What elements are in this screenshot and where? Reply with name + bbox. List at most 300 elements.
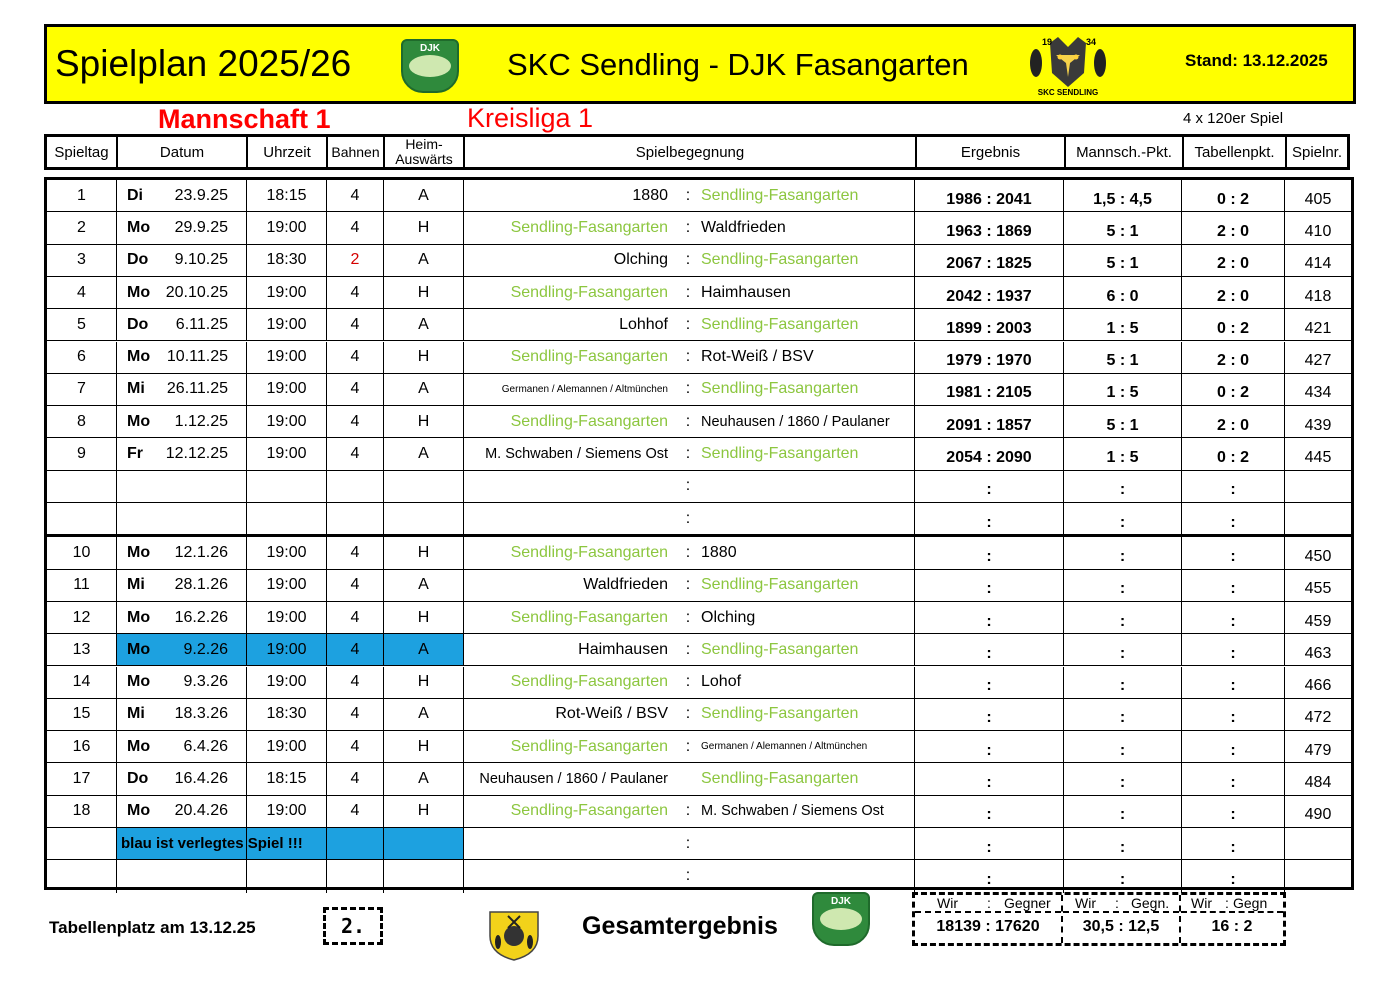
away-team: 1880 <box>701 543 737 561</box>
date: 1.12.25 <box>174 412 228 430</box>
cell-mannsch-pkt-value: : <box>1119 677 1126 695</box>
cell-heim-auswaerts <box>384 503 464 534</box>
date: 16.2.26 <box>174 608 228 626</box>
cell-tabellenpkt-value: : <box>1230 709 1236 727</box>
team-label: Mannschaft 1 <box>158 104 331 134</box>
cell-bahnen <box>327 309 384 340</box>
cell-spieltag-value: 9 <box>77 445 86 463</box>
cell-tabellenpkt-value: 0 : 2 <box>1216 190 1249 208</box>
match-separator: : <box>685 218 691 236</box>
date: 28.1.26 <box>174 576 228 594</box>
cell-bahnen <box>327 438 384 469</box>
match-separator: : <box>685 737 691 755</box>
cell-spieltag <box>47 699 117 730</box>
away-team: Olching <box>701 608 756 626</box>
cell-mannsch-pkt-value: : <box>1119 806 1126 824</box>
table-row <box>47 602 1351 634</box>
cell-heim-auswaerts <box>384 602 464 633</box>
cell-tabellenpkt <box>1182 438 1285 469</box>
cell-uhrzeit-value: 19:00 <box>266 283 307 301</box>
cell-spielnr-value: 455 <box>1304 580 1332 598</box>
totals-label-sep: : <box>1115 895 1119 911</box>
cell-tabellenpkt-value: : <box>1230 741 1236 759</box>
cell-mannsch-pkt <box>1064 471 1182 502</box>
cell-spielnr <box>1285 731 1351 762</box>
match-separator: : <box>685 348 691 366</box>
cell-heim-auswaerts-value: A <box>418 640 429 658</box>
col-datum: Datum <box>118 137 248 167</box>
col-spieltag: Spieltag <box>47 137 118 167</box>
cell-spieltag-value: 3 <box>77 251 86 269</box>
score-placeholder: : <box>1230 481 1236 499</box>
cell-bahnen-value: 4 <box>350 348 360 366</box>
cell-heim-auswaerts <box>384 245 464 276</box>
cell-mannsch-pkt <box>1064 277 1182 308</box>
league-label: Kreisliga 1 <box>467 103 594 133</box>
cell-spieltag-value: 17 <box>72 770 91 788</box>
cell-mannsch-pkt-value: : <box>1119 709 1126 727</box>
cell-spielbegegnung <box>464 828 915 859</box>
cell-spielbegegnung <box>464 277 915 308</box>
cell-bahnen <box>327 763 384 794</box>
cell-ergebnis <box>915 245 1064 276</box>
match-separator: : <box>685 608 691 626</box>
cell-uhrzeit-value: 19:00 <box>266 737 307 755</box>
weekday: Di <box>127 186 143 204</box>
cell-ergebnis <box>915 537 1064 568</box>
cell-ergebnis <box>915 602 1064 633</box>
cell-bahnen <box>327 180 384 211</box>
cell-ergebnis-value: 1979 : 1970 <box>946 352 1032 370</box>
cell-ergebnis-value: : <box>986 580 992 598</box>
cell-mannsch-pkt-value: : <box>1119 547 1126 565</box>
weekday: Do <box>127 770 149 788</box>
cell-bahnen <box>327 537 384 568</box>
col-mannsch-pkt: Mannsch.-Pkt. <box>1066 137 1184 167</box>
cell-tabellenpkt <box>1182 860 1285 892</box>
cell-bahnen <box>327 828 384 859</box>
cell-heim-auswaerts-value: H <box>417 412 430 430</box>
cell-spieltag-value: 12 <box>72 608 91 626</box>
cell-uhrzeit <box>247 667 327 698</box>
away-team: Sendling-Fasangarten <box>701 251 859 269</box>
cell-mannsch-pkt <box>1064 570 1182 601</box>
away-team: Sendling-Fasangarten <box>701 445 859 463</box>
cell-heim-auswaerts <box>384 537 464 568</box>
cell-spielnr-value: 414 <box>1304 255 1332 273</box>
cell-spielbegegnung <box>464 245 915 276</box>
cell-spielbegegnung <box>464 634 915 665</box>
cell-spielnr <box>1285 277 1351 308</box>
totals-ergebnis <box>915 895 1063 943</box>
home-team: Neuhausen / 1860 / Paulaner <box>479 771 668 788</box>
col-bahnen: Bahnen <box>328 137 385 167</box>
match-separator: : <box>685 867 691 885</box>
cell-spielbegegnung <box>464 602 915 633</box>
cell-spielnr-value: 421 <box>1304 319 1332 337</box>
score-placeholder: : <box>1230 871 1236 889</box>
cell-spieltag-value: 18 <box>72 802 91 820</box>
cell-spielnr <box>1285 537 1351 568</box>
totals-label-sep: : <box>1225 895 1229 911</box>
cell-spielbegegnung <box>464 667 915 698</box>
cell-uhrzeit <box>247 796 327 827</box>
cell-uhrzeit <box>247 860 327 892</box>
cell-spieltag <box>47 763 117 794</box>
home-team: Rot-Weiß / BSV <box>555 705 668 723</box>
cell-heim-auswaerts <box>384 471 464 502</box>
cell-mannsch-pkt <box>1064 763 1182 794</box>
cell-tabellenpkt <box>1182 731 1285 762</box>
cell-heim-auswaerts-value: A <box>418 251 429 269</box>
score-placeholder: : <box>1119 838 1126 856</box>
cell-uhrzeit <box>247 406 327 437</box>
title-bar <box>44 24 1356 104</box>
home-team: M. Schwaben / Siemens Ost <box>485 446 668 463</box>
cell-tabellenpkt <box>1182 277 1285 308</box>
cell-ergebnis <box>915 309 1064 340</box>
cell-spieltag <box>47 537 117 568</box>
cell-ergebnis <box>915 471 1064 502</box>
table-row <box>47 438 1351 470</box>
cell-spieltag-value: 11 <box>73 576 90 594</box>
away-team: Waldfrieden <box>701 218 786 236</box>
match-separator: : <box>685 477 691 495</box>
cell-datum <box>117 277 247 308</box>
cell-spielnr <box>1285 471 1351 502</box>
cell-spieltag-value: 1 <box>77 186 86 204</box>
match-separator: : <box>685 412 691 430</box>
cell-mannsch-pkt <box>1064 342 1182 373</box>
table-row <box>47 570 1351 602</box>
cell-bahnen-value: 4 <box>350 770 360 788</box>
cell-tabellenpkt-value: : <box>1230 547 1236 565</box>
cell-heim-auswaerts <box>384 438 464 469</box>
cell-heim-auswaerts <box>384 667 464 698</box>
cell-uhrzeit <box>247 763 327 794</box>
cell-spielbegegnung <box>464 503 915 534</box>
cell-uhrzeit <box>247 212 327 243</box>
totals-box <box>912 892 1286 946</box>
cell-tabellenpkt <box>1182 570 1285 601</box>
cell-ergebnis-value: : <box>986 774 992 792</box>
weekday: Mo <box>127 802 151 820</box>
cell-datum <box>117 602 247 633</box>
cell-uhrzeit-value: 19:00 <box>266 543 307 561</box>
date: 20.4.26 <box>174 802 228 820</box>
cell-spielbegegnung <box>464 537 915 568</box>
totals-tabellenpkt-value: 16 : 2 <box>1211 918 1253 935</box>
cell-spieltag <box>47 731 117 762</box>
cell-mannsch-pkt <box>1064 731 1182 762</box>
cell-datum <box>117 406 247 437</box>
cell-datum <box>117 699 247 730</box>
table-row <box>47 796 1351 828</box>
table-row <box>47 309 1351 341</box>
weekday: Mo <box>127 640 151 658</box>
cell-spieltag-value: 4 <box>77 283 86 301</box>
date: 12.12.25 <box>165 445 228 463</box>
cell-spielnr-value: 410 <box>1304 222 1332 240</box>
cell-uhrzeit-value: 19:00 <box>266 445 307 463</box>
cell-spielnr <box>1285 634 1351 665</box>
away-team: Sendling-Fasangarten <box>701 705 859 723</box>
cell-uhrzeit-value: 19:00 <box>266 380 307 398</box>
totals-label-wir: Wir <box>937 895 958 911</box>
cell-heim-auswaerts <box>384 406 464 437</box>
home-team: Waldfrieden <box>583 576 668 594</box>
home-team: Sendling-Fasangarten <box>510 283 668 301</box>
cell-spielnr <box>1285 374 1351 405</box>
cell-ergebnis-value: 1963 : 1869 <box>946 222 1032 240</box>
cell-mannsch-pkt <box>1064 503 1182 534</box>
home-team: Sendling-Fasangarten <box>510 673 668 691</box>
cell-spielbegegnung <box>464 212 915 243</box>
date: 12.1.26 <box>174 543 228 561</box>
cell-datum <box>117 471 247 502</box>
cell-heim-auswaerts-value: H <box>417 737 430 755</box>
cell-heim-auswaerts <box>384 180 464 211</box>
cell-mannsch-pkt <box>1064 602 1182 633</box>
cell-datum <box>117 667 247 698</box>
cell-heim-auswaerts-value: H <box>417 283 430 301</box>
cell-uhrzeit <box>247 503 327 534</box>
cell-ergebnis-value: : <box>986 612 992 630</box>
cell-spieltag <box>47 277 117 308</box>
away-team: Neuhausen / 1860 / Paulaner <box>701 413 890 430</box>
stand-date: Stand: 13.12.2025 <box>1185 51 1328 70</box>
cell-tabellenpkt <box>1182 309 1285 340</box>
cell-bahnen-value: 4 <box>350 315 360 333</box>
cell-heim-auswaerts-value: H <box>417 673 430 691</box>
cell-heim-auswaerts-value: H <box>417 218 430 236</box>
weekday: Mi <box>127 380 145 398</box>
weekday: Mo <box>127 348 151 366</box>
cell-mannsch-pkt-value: 6 : 0 <box>1106 287 1139 305</box>
cell-bahnen-value: 4 <box>350 445 360 463</box>
weekday: Mo <box>127 218 151 236</box>
cell-spieltag <box>47 860 117 892</box>
date: 9.3.26 <box>183 673 228 691</box>
totals-ergebnis-value: 18139 : 17620 <box>936 918 1040 935</box>
cell-spieltag-value: 16 <box>72 737 91 755</box>
cell-ergebnis <box>915 406 1064 437</box>
cell-spielbegegnung <box>464 406 915 437</box>
score-placeholder: : <box>1119 513 1126 531</box>
cell-spielbegegnung <box>464 860 915 892</box>
cell-bahnen <box>327 471 384 502</box>
cell-spielnr <box>1285 342 1351 373</box>
cell-mannsch-pkt-value: 5 : 1 <box>1106 352 1139 370</box>
table-row <box>47 277 1351 309</box>
cell-mannsch-pkt <box>1064 667 1182 698</box>
cell-datum <box>117 860 247 892</box>
table-row <box>47 763 1351 795</box>
cell-heim-auswaerts-value: A <box>418 445 429 463</box>
totals-tabellenpkt <box>1181 895 1283 943</box>
cell-tabellenpkt <box>1182 212 1285 243</box>
cell-spieltag-value: 2 <box>77 218 86 236</box>
cell-bahnen <box>327 212 384 243</box>
home-team: Sendling-Fasangarten <box>510 802 668 820</box>
cell-uhrzeit <box>247 342 327 373</box>
cell-tabellenpkt <box>1182 602 1285 633</box>
cell-tabellenpkt-value: : <box>1230 612 1236 630</box>
cell-spieltag <box>47 602 117 633</box>
cell-bahnen-value: 4 <box>350 380 360 398</box>
cell-bahnen-value: 2 <box>350 251 360 269</box>
cell-heim-auswaerts <box>384 634 464 665</box>
cell-bahnen <box>327 374 384 405</box>
score-placeholder: : <box>986 871 992 889</box>
away-team: Lohof <box>701 673 742 691</box>
cell-heim-auswaerts-value: H <box>417 608 430 626</box>
cell-mannsch-pkt <box>1064 860 1182 892</box>
cell-ergebnis <box>915 667 1064 698</box>
table-row <box>47 374 1351 406</box>
cell-uhrzeit <box>247 602 327 633</box>
cell-datum <box>117 828 303 859</box>
cell-spielnr <box>1285 503 1351 534</box>
cell-mannsch-pkt-value: 1 : 5 <box>1106 449 1139 467</box>
cell-tabellenpkt <box>1182 374 1285 405</box>
cell-spieltag-value: 15 <box>72 705 91 723</box>
table-row <box>47 471 1351 503</box>
legend-text: blau ist verlegtes Spiel !!! <box>121 835 303 853</box>
cell-spielnr-value: 439 <box>1304 416 1332 434</box>
cell-bahnen-value: 4 <box>350 737 360 755</box>
cell-mannsch-pkt <box>1064 180 1182 211</box>
cell-bahnen-value: 4 <box>350 283 360 301</box>
cell-uhrzeit <box>247 699 327 730</box>
cell-tabellenpkt-value: 0 : 2 <box>1216 384 1249 402</box>
totals-label-gegner: Gegner <box>1004 895 1051 911</box>
cell-tabellenpkt <box>1182 667 1285 698</box>
cell-datum <box>117 309 247 340</box>
cell-ergebnis <box>915 374 1064 405</box>
cell-datum <box>117 570 247 601</box>
cell-uhrzeit-value: 18:30 <box>266 251 307 269</box>
weekday: Mo <box>127 737 151 755</box>
cell-datum <box>117 503 247 534</box>
cell-heim-auswaerts <box>384 309 464 340</box>
cell-tabellenpkt <box>1182 180 1285 211</box>
cell-uhrzeit-value: 18:15 <box>266 770 307 788</box>
cell-mannsch-pkt-value: : <box>1119 774 1126 792</box>
game-format: 4 x 120er Spiel <box>1183 110 1284 127</box>
cell-bahnen-value: 4 <box>350 218 360 236</box>
cell-uhrzeit <box>247 374 327 405</box>
cell-tabellenpkt <box>1182 634 1285 665</box>
cell-mannsch-pkt <box>1064 537 1182 568</box>
cell-spieltag-value: 6 <box>77 348 86 366</box>
page-title: Spielplan 2025/26 <box>55 43 352 84</box>
cell-datum <box>117 180 247 211</box>
cell-datum <box>117 212 247 243</box>
away-team: Sendling-Fasangarten <box>701 640 859 658</box>
table-row <box>47 731 1351 763</box>
table-row <box>47 699 1351 731</box>
cell-spielnr-value: 479 <box>1304 741 1332 759</box>
cell-ergebnis-value: 2067 : 1825 <box>946 255 1032 273</box>
away-team: M. Schwaben / Siemens Ost <box>701 803 884 820</box>
cell-heim-auswaerts <box>384 277 464 308</box>
cell-spieltag <box>47 245 117 276</box>
cell-spielnr <box>1285 212 1351 243</box>
col-heim-auswaerts: Heim- Auswärts <box>385 137 465 167</box>
cell-uhrzeit <box>247 245 327 276</box>
cell-ergebnis-value: 2054 : 2090 <box>946 449 1032 467</box>
cell-spieltag <box>47 471 117 502</box>
gesamtergebnis-label: Gesamtergebnis <box>582 912 778 940</box>
cell-spielnr-value: 405 <box>1304 190 1332 208</box>
col-spielbegegnung: Spielbegegnung <box>465 137 917 167</box>
date: 9.10.25 <box>174 251 228 269</box>
table-row <box>47 180 1351 212</box>
cell-spielnr-value: 445 <box>1304 449 1332 467</box>
cell-uhrzeit <box>247 570 327 601</box>
cell-bahnen <box>327 570 384 601</box>
score-placeholder: : <box>986 513 992 531</box>
cell-bahnen-value: 4 <box>350 802 360 820</box>
cell-tabellenpkt <box>1182 796 1285 827</box>
match-separator: : <box>685 283 691 301</box>
weekday: Do <box>127 251 149 269</box>
cell-ergebnis <box>915 828 1064 859</box>
away-team: Haimhausen <box>701 283 791 301</box>
weekday: Fr <box>127 445 143 463</box>
cell-bahnen-value: 4 <box>350 640 360 658</box>
cell-bahnen <box>327 667 384 698</box>
cell-mannsch-pkt-value: 1 : 5 <box>1106 384 1139 402</box>
score-placeholder: : <box>1119 871 1126 889</box>
cell-tabellenpkt-value: 0 : 2 <box>1216 449 1249 467</box>
match-separator: : <box>685 315 691 333</box>
cell-spielnr-value: 434 <box>1304 384 1332 402</box>
cell-tabellenpkt-value: : <box>1230 677 1236 695</box>
cell-uhrzeit <box>247 309 327 340</box>
cell-mannsch-pkt-value: 5 : 1 <box>1106 416 1139 434</box>
cell-heim-auswaerts-value: A <box>418 770 429 788</box>
cell-tabellenpkt-value: 2 : 0 <box>1216 222 1249 240</box>
cell-spieltag <box>47 438 117 469</box>
home-team: Olching <box>613 251 668 269</box>
cell-tabellenpkt <box>1182 763 1285 794</box>
cell-uhrzeit <box>247 438 327 469</box>
date: 9.2.26 <box>183 640 228 658</box>
cell-spieltag <box>47 634 117 665</box>
cell-spielbegegnung <box>464 796 915 827</box>
cell-ergebnis-value: : <box>986 741 992 759</box>
cell-ergebnis-value: 2042 : 1937 <box>946 287 1032 305</box>
table-row <box>47 342 1351 374</box>
cell-datum <box>117 537 247 568</box>
home-team: Haimhausen <box>578 640 668 658</box>
table-row <box>47 503 1351 537</box>
away-team: Sendling-Fasangarten <box>701 380 859 398</box>
cell-uhrzeit-value: 19:00 <box>266 673 307 691</box>
cell-spieltag-value: 10 <box>72 543 91 561</box>
cell-spielnr <box>1285 763 1351 794</box>
weekday: Mo <box>127 412 151 430</box>
cell-uhrzeit-value: 19:00 <box>266 218 307 236</box>
cell-ergebnis <box>915 699 1064 730</box>
cell-spieltag-value: 8 <box>77 412 86 430</box>
cell-uhrzeit <box>247 731 327 762</box>
date: 10.11.25 <box>166 348 228 366</box>
weekday: Mo <box>127 543 151 561</box>
cell-spielnr <box>1285 570 1351 601</box>
